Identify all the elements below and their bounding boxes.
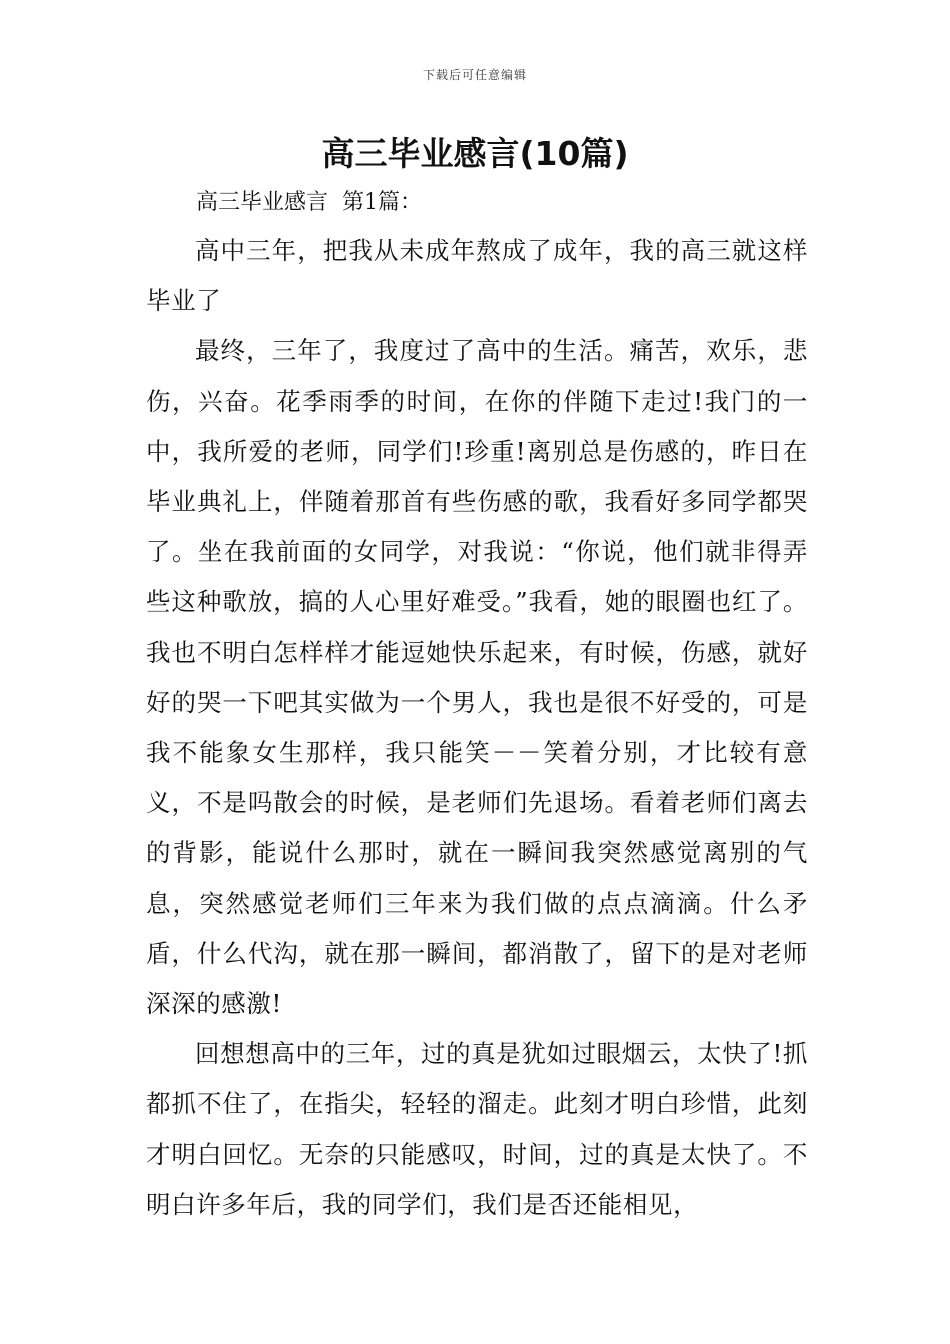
paragraph-2: 最终，三年了，我度过了高中的生活。痛苦，欢乐，悲伤，兴奋。花季雨季的时间，在你的伴随下走过!我门的一中，我所爱的老师，同学们!珍重!离别总是伤感的，昨日在毕业典礼上，伴随着那首有些伤感的歌，我看好多同学都哭了。坐在我前面的女同学，对我说：“你说，他们就非得弄些这种歌放，搞的人心里好难受。”我看，她的眼圈也红了。我也不明白怎样样才能逗她快乐起来，有时候，伤感，就好好的哭一下吧其实做为一个男人，我也是很不好受的，可是我不能象女生那样，我只能笑－－笑着分别，才比较有意义，不是吗散会的时候，是老师们先退场。看着老师们离去的背影，能说什么那时，就在一瞬间我突然感觉离别的气息，突然感觉老师们三年来为我们做的点点滴滴。什么矛盾，什么代沟，就在那一瞬间，都消散了，留下的是对老师深深的感激! xyxy=(146,336,808,1019)
body-text xyxy=(146,226,808,1230)
paragraph-1: 高中三年，把我从未成年熬成了成年，我的高三就这样毕业了 xyxy=(146,236,808,316)
header-note: 下载后可任意编辑 xyxy=(422,68,527,82)
paragraph-3: 回想想高中的三年，过的真是犹如过眼烟云，太快了!抓都抓不住了，在指尖，轻轻的溜走。此刻才明白珍惜，此刻才明白回忆。无奈的只能感叹，时间，过的真是太快了。不明白许多年后，我的同学们，我们是否还能相见， xyxy=(146,1039,808,1219)
document-title: 高三毕业感言(10篇) xyxy=(321,134,629,173)
section-subtitle: 高三毕业感言 第1篇： xyxy=(196,190,422,215)
